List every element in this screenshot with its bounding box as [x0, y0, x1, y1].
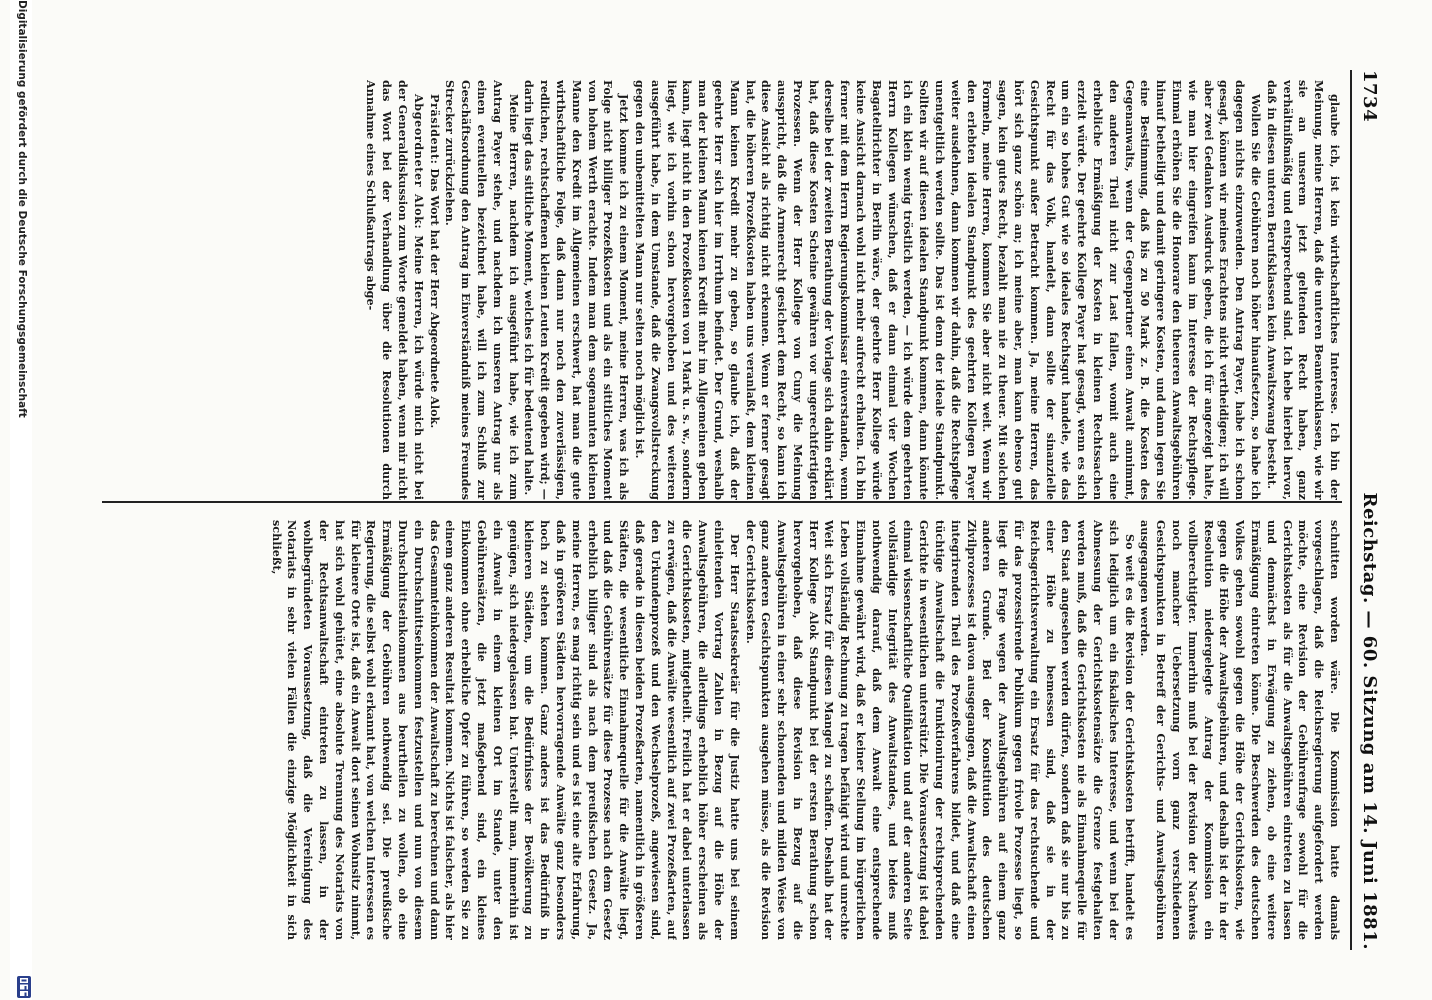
president-paragraph — [426, 80, 442, 500]
page-number: 1734 — [1359, 70, 1380, 123]
speaker-label: Abgeordneter Alok: — [411, 94, 426, 230]
dfg-logo-icon — [17, 976, 31, 998]
page-header — [1354, 70, 1380, 950]
column-divider — [102, 501, 1342, 503]
left-column — [102, 80, 1342, 500]
speaker-paragraph — [363, 80, 426, 500]
paragraph: So weit es die Revision der Gerichtskosten betrifft, handelt es sich lediglich um ein fiskalisches Interesse, und wenn bei der Abmessung der Gerichtskostensätze die Grenze festgehalten werden muß, daß die Gerichtskosten nie als Einnahmequelle für den Staat angesehen werden dürfen, sondern daß sie nur bis zu einer Höhe zu bemessen sind, daß sie in der Reichsgerichtsverwaltung ein Ersatz für das rechtsuchende und für das prozessirende Publikum gegen frivole Prozesse liegt, so liegt die Frage wegen der Anwaltsgebühren auf einem ganz anderen Grunde. Bei der Konstitution des deutschen Zivilprozesses ist davon ausgegangen, daß die Anwaltschaft einen integrirenden Theil des Prozeßverfahrens bildet, und daß eine tüchtige Anwaltschaft die Funktionirung der rechtsprechenden Gerichte in wesentlichen unterstützt. Die Voraussetzung ist dabei einmal wissenschaftliche Qualifikation und auf der anderen Seite vollständige Integrität des Anwaltstandes, und beides muß nothwendig darauf, daß dem Anwalt eine entsprechende Einnahme gewährt wird, daß er keiner Stellung im bürgerlichen Leben vollständig Rechnung zu tragen befähigt wird und unrechte Weit sich Ersatz für diesen Mangel zu schaffen. Deshalb hat der Herr Kollege Alok Standpunkt bei der ersten Berathung schon hervorgehoben, daß diese Revision in Bezug auf die Anwaltsgebühren in einer sehr schonenden und milden Weise von ganz anderen Gesichtspunkten ausgehen müsse, als die Revision der Gerichtskosten. — [743, 520, 1137, 940]
paragraph: Meine Herren, nachdem ich ausgeführt habe, wie ich zum Antrag Payer stehe, und nachdem ich unseren Antrag nur als einen eventuellen bezeichnet habe, will ich zum Schluß zur Geschäftsordnung den Antrag im Einverständniß meines Freundes Strecker zurückziehen. — [443, 80, 521, 500]
header-rule — [1350, 70, 1352, 950]
paragraph: Jetzt komme ich zu einem Moment, meine Herren, was ich als Folge nicht billiger Prozeßkosten und als ein sittliches Moment von hohem Werth erachte. Indem man dem sogenannten kleinen Manne den Kredit im Allgemeinen erschwert, hat man die gute wirthschaftliche Folge, daß dann nur noch den zuverlässigen, redlichen, rechtschaffenen kleinen Leuten Kredit gegeben wird; — darin liegt das sittliche Moment, welches ich für bedeutend halte. — [522, 80, 632, 500]
digitization-credit: Digitalisierung gefördert durch die Deutsche Forschungsgemeinschaft — [16, 0, 28, 418]
president-label: Präsident: — [427, 94, 442, 165]
president-text: Das Wort hat der Herr Abgeordnete Alok. — [427, 168, 442, 429]
speaker-text: Meine Herren, ich würde mich nicht bei der Generaldiskussion zum Worte gemeldet haben, wenn mir nicht das Wort bei der Verhandlung über die Resolutionen durch Annahme eines Schlußantrags abge- — [364, 80, 426, 500]
paragraph: glaube ich, ist kein wirthschaftliches Interesse. Ich bin der Meinung, meine Herren, daß die unteren Beamtenklassen, wie wir sie an unserem jetzt geltenden Recht haben, ganz verhältnißmäßig und entsprechend sind. Ich hebe hierbei hervor, daß in diesen unteren Berufsklassen kein Anwaltszwang besteht. — [1264, 80, 1342, 500]
paragraph: schnitten worden wäre. Die Kommission hatte damals vorgeschlagen, daß die Reichsregierung aufgefordert werden möchte, eine Revision der Gebührenfrage sowohl für die Gerichtskosten als für die Anwaltsgebühren eintreten zu lassen und demnächst in Erwägung zu ziehen, ob eine weitere Ermäßigung eintreten könne. Die Beschwerden des deutschen Volkes gehen sowohl gegen die Höhe der Gerichtskosten, wie gegen die Höhe der Anwaltsgebühren, und deshalb ist der in der Resolution niedergelegte Antrag der Kommission ein vollberechtigter. Immerhin muß bei der Revision der Nachweis noch mancher Uebersetzung vorn ganz verschiedenen Gesichtspunkten in Betreff der Gerichts- und Anwaltsgebühren ausgegangen werden. — [1138, 520, 1342, 940]
paragraph: Wollen Sie die Gebühren noch höher hinaufsetzen, so habe ich dagegen nichts einzuwenden. Den Antrag Payer, habe ich schon gesagt, können wir meines Erachtens nicht vertheidigen; ich will aber zwei Gedanken Ausdruck geben, die ich für angezeigt halte, wie man hier eingreifen kann im Interesse der Rechtspflege. Einmal erhöhen Sie die Honorare den theueren Anwaltsgebühren hinauf betheiligt und damit geringere Kosten, und dann legen Sie eine Bestimmung, daß bis zu 50 Mark z. B. die Kosten des Gegenanwalts, wenn der Gegenpartner einen Anwalt annimmt, den anderen Theil nicht zur Last fallen, womit auch eine erhebliche Ermäßigung der Kosten in kleinen Rechtssachen erzielt würde. Der geehrte Kollege Payer hat gesagt, wenn es sich um ein so hohes Gut wie so ideales Rechtsgut handele, wie das Recht für das Volk, handelt, dann sollte der sinanzielle Gesichtspunkt außer Betracht kommen. Ja, meine Herren, das hört sich ganz schön an; ich meine aber, man kann ebenso gut sagen, kein gutes Recht, bezahlt man nie zu theuer. Mit solchen Formeln, meine Herren, kommen Sie aber nicht weit. Wenn wir den erlebten idealen Standpunkt des geehrten Kollegen Payer weiter ausdehnen, dann kommen wir dahin, daß die Rechtspflege unentgeltlich werden sollte. Das ist denn der ideale Standpunkt. Sollten wir auf diesen idealen Standpunkt kommen, dann könnte ich ein klein wenig tröstlich werden, — ich würde dem geehrten Herrn Kollegen wünschen, daß er dann einmal vier Wochen Bagatellrichter in Berlin wäre, der geehrte Herr Kollege würde keine Ansicht darnach wohl nicht mehr aufrecht erhalten. Ich bin ferner mit dem Herrn Regierungskommissar einverstanden, wenn derselbe bei der zweiten Berathung der Vorlage sich dahin erklärt hat, daß diese Kosten Scheine gewähren vor ungerechtfertigten Prozessen. Wenn der Herr Kollege von Cuny die Meinung ausspricht, daß die Armenrecht gesichert dem Recht, so kann ich diese Ansicht als richtig nicht erkennen. Wenn er ferner gesagt hat, die höheren Prozeßkosten haben uns veranlaßt, dem kleinen Mann keinen Kredit mehr zu geben, so glaube ich, daß der geehrte Herr sich hier im Irrthum befindet. Der Grund, weshalb man der kleinen Mann keinen Kredit mehr im Allgemeinen geben kann, liegt nicht in den Prozeßkosten von 1 Mark u. s. w., sondern liegt, wie ich vorhin schon hervorgehoben und des weiteren ausgeführt habe, in dem Umstande, daß die Zwangsvollstreckung gegen den unbemittelten Mann nur selten noch möglich ist. — [632, 80, 1264, 500]
page-title: Reichstag. — 60. Sitzung am 14. Juni 1881. — [1359, 492, 1380, 950]
paragraph: Der Herr Staatssekretär für die Justiz hatte uns bei seinem einleitenden Vortrag Zahlen in Bezug auf die Höhe der Anwaltsgebühren, die allerdings erheblich höher erscheinen als die Gerichtskosten, mitgetheilt. Freilich hat er dabei unterlassen zu erwägen, daß die Anwälte wesentlich auf zwei Prozeßarten, auf den Urkundenprozeß und den Wechselprozeß, angewiesen sind, daß gerade in diesen beiden Prozeßarten, namentlich in größeren Städten, die wesentliche Einnahmequelle für die Anwälte liegt, und daß die Gebührensätze für diese Prozesse nach dem Gesetz erheblich billiger sind als nach dem preußischen Gesetz. Ja, meine Herren, es mag richtig sein und es ist eine alte Erfahrung, daß in größeren Städten hervorragende Anwälte ganz besonders hoch zu stehen kommen. Ganz anders ist das Bedürfniß in kleineren Städten, um die Bedürfnisse der Bevölkerung zu genügen, sich niedergelassen hat. Unterstellt man, immerhin ist ein Anwalt in einem kleinen Ort im Stande, unter den Gebührensätzen, die jetzt maßgebend sind, ein kleines Einkommen ohne erhebliche Opfer zu führen, so werden Sie zu einem ganz anderen Resultat kommen. Nichts ist falscher, als hier das Gesammteinkommen der Anwaltschaft zu berechnen und dann ein Durchschnittseinkommen festzustellen und nun von diesem Durchschnittseinkommen aus beurtheilen zu wollen, ob eine Ermäßigung der Gebühren nothwendig sei. Die preußische Regierung, die selbst wohl erkannt hat, von welchen Interessen es für kleinere Orte ist, daß ein Anwalt dort seinen Wohnsitz nimmt, hat sich wohl gehütet, eine absolute Trennung des Notariats von der Rechtsanwaltschaft eintreten zu lassen, in der wohlbegründeten Voraussetzung, daß die Vereinigung des Notariats in sehr vielen Fällen die einzige Möglichkeit in sich schließt, — [269, 520, 742, 940]
right-column — [102, 520, 1342, 940]
